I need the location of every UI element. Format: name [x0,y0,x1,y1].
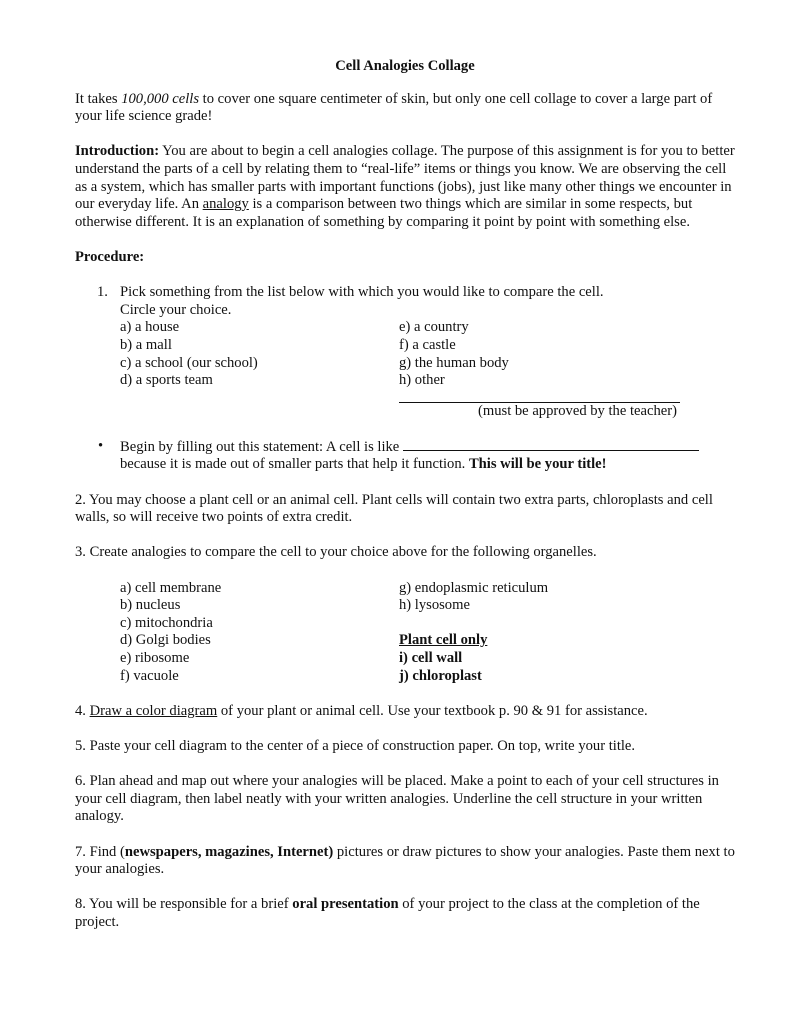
step-2: 2. You may choose a plant cell or an animal cell. Plant cells will contain two extra parts, chloroplasts and cell walls, so will receive two points of extra credit. [75,491,713,526]
step-8-text: 8. You will be responsible for a brief [75,896,293,913]
document-page [75,58,735,949]
intro-line [75,91,735,126]
step-5: 5. Paste your cell diagram to the center of a piece of construction paper. On top, write your title. [75,737,636,754]
step-1-line-2: Circle your choice. [120,301,232,318]
choice-options [120,319,735,402]
cell-is-like-blank-line[interactable] [403,438,699,451]
organelle-item: g) endoplasmic reticulum [399,579,549,596]
choice-option-other-label: h) other [399,372,445,389]
organelles-left [120,580,399,686]
choice-options-right [399,319,759,402]
step-1-line-1: Pick something from the list below with which you would like to compare the cell. [120,284,604,301]
step-4-underlined: Draw a color diagram [89,702,218,719]
step-8 [75,896,735,931]
bullet-icon: • [98,437,104,454]
intro-line-text: It takes [75,90,122,107]
procedure-heading: Procedure: [75,248,145,265]
other-blank-line[interactable] [399,390,680,403]
plant-organelle-item: i) cell wall [399,650,463,666]
organelle-item: h) lysosome [399,597,470,614]
step-7-bold: newspapers, magazines, Internet) [124,843,334,860]
bullet-line-1 [120,438,735,457]
step-4-number: 4. [75,702,90,719]
organelle-item: d) Golgi bodies [120,632,211,649]
organelle-item: c) mitochondria [120,614,213,631]
step-4-text: of your plant or animal cell. Use your textbook p. 90 & 91 for assistance. [217,702,648,719]
bullet-text-end: because it is made out of smaller parts that help it function. [120,456,469,473]
step-6: 6. Plan ahead and map out where your analogies will be placed. Make a point to each of your cell structures in your cell diagram, then label neatly with your written analogies. Underline the cell structure in your written analogy. [75,773,719,825]
choice-option[interactable]: d) a sports team [120,372,213,389]
organelle-item: b) nucleus [120,597,181,614]
choice-option[interactable]: a) a house [120,319,180,336]
step-1 [75,284,735,420]
bullet-bold-note: This will be your title! [468,456,607,473]
introduction-text: You are about to begin a cell analogies collage. The purpose of this assignment is for you to better understand the parts of a cell by relating them to “real-life” items or things you know. We are observing the cell as a system, which has smaller parts with important functions (jobs), just like many other things we encounter in our everyday life. An [75,143,735,213]
choice-option[interactable]: b) a mall [120,336,172,353]
introduction-paragraph [75,143,735,231]
step-7-text: 7. Find ( [75,843,125,860]
analogy-word: analogy [202,196,249,213]
organelle-item: e) ribosome [120,650,190,666]
step-3: 3. Create analogies to compare the cell to your choice above for the following organelles. [75,544,597,561]
bullet-text: Begin by filling out this statement: A cell is like [120,438,403,455]
introduction-label: Introduction: [75,143,160,160]
step-7-text-end: pictures or draw pictures to show your analogies. Paste them next to your analogies. [75,843,735,878]
organelle-item: f) vacuole [120,667,179,684]
intro-line-text-end: to cover one square centimeter of skin, but only one cell collage to cover a large part of your life science grade! [75,90,713,125]
approval-note: (must be approved by the teacher) [478,402,677,419]
introduction-text-end: is a comparison between two things which are similar in some respects, but otherwise different. It is an explanation of something by comparing it point by point with something else. [75,196,693,230]
intro-line-italic: 100,000 cells [121,90,200,107]
organelle-item: a) cell membrane [120,579,222,596]
choice-option-other[interactable] [399,372,759,403]
step-8-text-end: of your project to the class at the completion of the project. [75,896,700,930]
choice-option[interactable]: e) a country [399,319,469,336]
organelle-spacer [399,615,759,633]
choice-option[interactable]: c) a school (our school) [120,354,258,371]
bullet-line-2 [120,456,735,474]
title-statement-bullet [75,438,735,474]
step-7 [75,844,735,879]
step-4 [75,703,735,721]
choice-options-left [120,319,399,402]
document-title: Cell Analogies Collage [335,58,475,74]
organelles-list [75,580,735,686]
plant-organelle-item: j) chloroplast [399,667,482,684]
organelles-right [399,580,759,686]
step-8-bold: oral presentation [292,896,399,913]
choice-option[interactable]: g) the human body [399,354,509,371]
choice-option[interactable]: f) a castle [399,336,456,353]
step-1-number: 1. [97,284,108,301]
plant-cell-only-heading: Plant cell only [399,632,488,649]
